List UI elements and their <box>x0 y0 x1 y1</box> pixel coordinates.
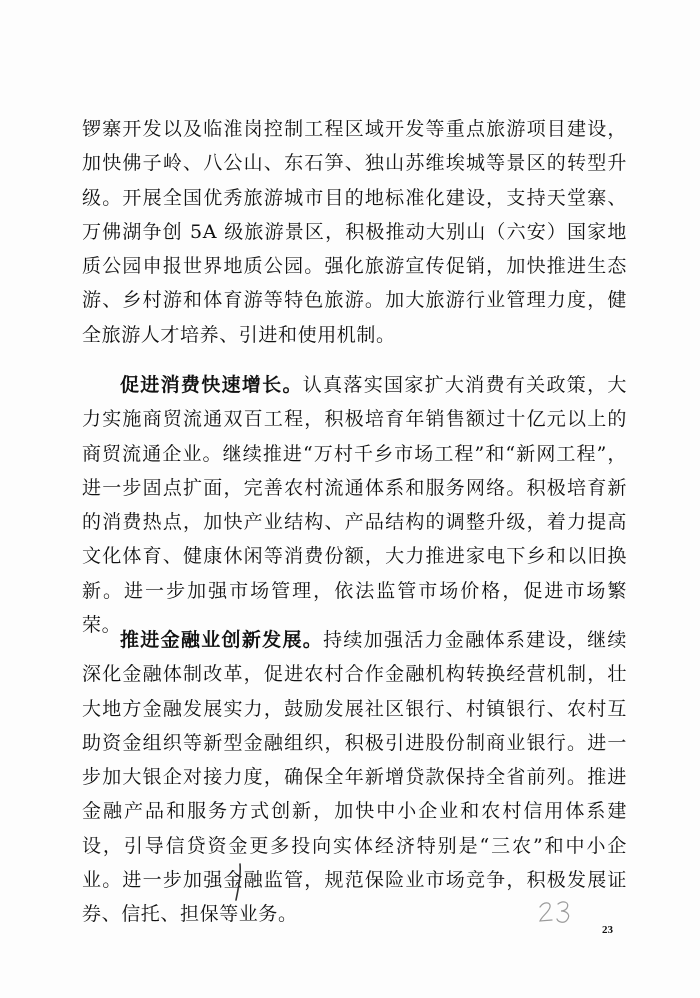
paragraph-finance-heading: 推进金融业创新发展。 <box>120 629 324 651</box>
paragraph-consumption-text: 认真落实国家扩大消费有关政策，大力实施商贸流通双百工程，积极培育年销售额过十亿元以上的商贸流通企业。继续推进“万村千乡市场工程”和“新网工程”，进一步固点扩面，完善农村流通体系和服务网络。积极培育新的消费热点，加快产业结构、产品结构的调整升级，着力提高文化体育、健康休闲等消费份额，大力推进家电下乡和以旧换新。进一步加强市场管理，依法监管市场价格，促进市场繁荣。 <box>82 374 627 637</box>
handwritten-page-note <box>536 898 576 926</box>
body-text <box>82 112 627 352</box>
body-text-finance <box>82 623 627 932</box>
body-text-consumption <box>82 368 627 642</box>
paragraph-finance <box>82 623 627 932</box>
paragraph-consumption <box>82 368 627 642</box>
paragraph-tourism-text: 锣寨开发以及临淮岗控制工程区域开发等重点旅游项目建设，加快佛子岭、八公山、东石笋、独山苏维埃城等景区的转型升级。开展全国优秀旅游城市目的地标准化建设，支持天堂寨、万佛湖争创 5A 级旅游景区，积极推动大别山（六安）国家地质公园申报世界地质公园。强化旅游宣传促销，加快推进生态游、乡村游和体育游等特色旅游。加大旅游行业管理力度，健全旅游人才培养、引进和使用机制。 <box>82 118 627 346</box>
pen-stroke-mark <box>232 862 246 902</box>
page-number: 23 <box>602 924 613 936</box>
paragraph-tourism <box>82 112 627 352</box>
paragraph-consumption-heading: 促进消费快速增长。 <box>120 374 303 396</box>
paragraph-finance-text: 持续加强活力金融体系建设，继续深化金融体制改革，促进农村合作金融机构转换经营机制，壮大地方金融发展实力，鼓励发展社区银行、村镇银行、农村互助资金组织等新型金融组织，积极引进股份制商业银行。进一步加大银企对接力度，确保全年新增贷款保持全省前列。推进金融产品和服务方式创新，加快中小企业和农村信用体系建设，引导信贷资金更多投向实体经济特别是“三农”和中小企业。进一步加强金融监管，规范保险业市场竞争，积极发展证券、信托、担保等业务。 <box>82 629 627 926</box>
